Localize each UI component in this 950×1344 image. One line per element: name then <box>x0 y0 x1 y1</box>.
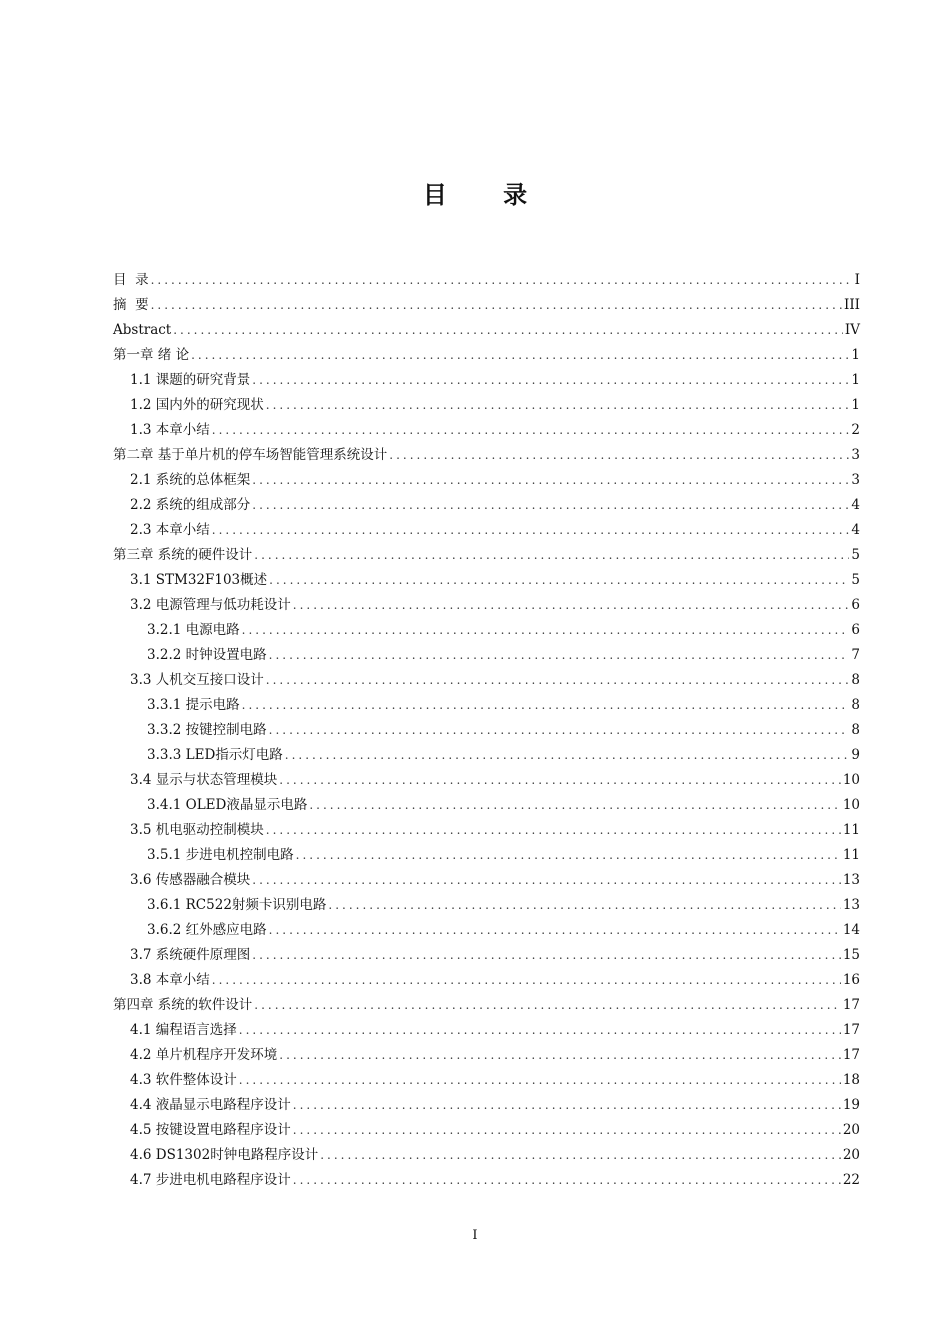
toc-entry-page: 13 <box>842 872 860 888</box>
toc-leader-dots <box>254 993 841 1018</box>
toc-entry[interactable] <box>113 318 860 343</box>
toc-leader-dots <box>252 943 841 968</box>
toc-entry-label: 第四章 系统的软件设计 <box>113 997 253 1013</box>
toc-entry[interactable] <box>113 843 860 868</box>
toc-entry-page: 6 <box>851 622 860 638</box>
toc-entry-label: 3.6 传感器融合模块 <box>130 872 251 888</box>
toc-leader-dots <box>254 543 849 568</box>
toc-entry-page: III <box>844 297 860 313</box>
toc-entry-page: 4 <box>851 497 860 513</box>
toc-leader-dots <box>252 868 841 893</box>
toc-entry-page: 8 <box>851 722 860 738</box>
toc-entry-page: 11 <box>842 847 860 863</box>
toc-leader-dots <box>151 268 853 293</box>
toc-entry-page: 3 <box>851 447 860 463</box>
page-number: I <box>472 1228 478 1243</box>
toc-entry-page: 7 <box>851 647 860 663</box>
toc-leader-dots <box>252 368 849 393</box>
toc-entry[interactable] <box>113 968 860 993</box>
toc-leader-dots <box>173 318 843 343</box>
toc-leader-dots <box>269 643 850 668</box>
toc-entry-label: 3.3.1 提示电路 <box>147 697 240 713</box>
toc-leader-dots <box>389 443 849 468</box>
toc-entry-page: 10 <box>842 772 860 788</box>
toc-leader-dots <box>320 1143 841 1168</box>
toc-entry[interactable] <box>113 1143 860 1168</box>
toc-leader-dots <box>212 418 850 443</box>
toc-leader-dots <box>266 393 850 418</box>
toc-entry[interactable] <box>113 418 860 443</box>
toc-leader-dots <box>328 893 840 918</box>
toc-entry-page: 6 <box>851 597 860 613</box>
toc-entry-label: 4.2 单片机程序开发环境 <box>130 1047 278 1063</box>
page-title: 目 录 <box>422 180 552 209</box>
toc-entry-page: 17 <box>842 1022 860 1038</box>
toc-entry[interactable] <box>113 1168 860 1193</box>
toc-entry[interactable] <box>113 1118 860 1143</box>
toc-entry-page: 13 <box>842 897 860 913</box>
toc-entry[interactable] <box>113 818 860 843</box>
toc-entry[interactable] <box>113 668 860 693</box>
toc-leader-dots <box>239 1018 841 1043</box>
toc-entry[interactable] <box>113 918 860 943</box>
toc-leader-dots <box>242 618 850 643</box>
toc-entry-page: 11 <box>842 822 860 838</box>
toc-entry[interactable] <box>113 268 860 293</box>
toc-entry[interactable] <box>113 543 860 568</box>
toc-entry-label: 4.1 编程语言选择 <box>130 1022 237 1038</box>
toc-entry-page: 5 <box>851 572 860 588</box>
toc-entry[interactable] <box>113 1068 860 1093</box>
toc-entry-page: 8 <box>851 672 860 688</box>
toc-entry[interactable] <box>113 1093 860 1118</box>
toc-entry-page: 14 <box>842 922 860 938</box>
toc-entry-label: 3.4 显示与状态管理模块 <box>130 772 278 788</box>
toc-leader-dots <box>293 1168 841 1193</box>
toc-entry-page: 1 <box>851 372 860 388</box>
toc-entry-page: IV <box>844 322 860 338</box>
toc-entry-label: 3.7 系统硬件原理图 <box>130 947 251 963</box>
toc-entry[interactable] <box>113 743 860 768</box>
toc-leader-dots <box>279 768 841 793</box>
toc-entry-page: 8 <box>851 697 860 713</box>
toc-entry-label: 目 录 <box>113 272 149 288</box>
toc-entry-label: 3.1 STM32F103概述 <box>130 572 268 588</box>
toc-entry[interactable] <box>113 593 860 618</box>
toc-entry[interactable] <box>113 368 860 393</box>
toc-entry-label: 4.5 按键设置电路程序设计 <box>130 1122 291 1138</box>
toc-entry-label: 3.3.3 LED指示灯电路 <box>147 747 283 763</box>
toc-entry[interactable] <box>113 443 860 468</box>
toc-entry-label: 3.3.2 按键控制电路 <box>147 722 267 738</box>
toc-entry[interactable] <box>113 768 860 793</box>
toc-entry[interactable] <box>113 1018 860 1043</box>
toc-leader-dots <box>212 968 841 993</box>
toc-entry[interactable] <box>113 893 860 918</box>
toc-entry[interactable] <box>113 1043 860 1068</box>
toc-entry-page: 16 <box>842 972 860 988</box>
toc-entry-label: 第二章 基于单片机的停车场智能管理系统设计 <box>113 447 388 463</box>
toc-entry-page: 1 <box>851 347 860 363</box>
toc-entry[interactable] <box>113 793 860 818</box>
toc-leader-dots <box>293 593 850 618</box>
toc-entry-label: 4.6 DS1302时钟电路程序设计 <box>130 1147 319 1163</box>
toc-entry[interactable] <box>113 343 860 368</box>
toc-entry[interactable] <box>113 718 860 743</box>
toc-entry[interactable] <box>113 643 860 668</box>
toc-entry-label: 3.3 人机交互接口设计 <box>130 672 264 688</box>
toc-leader-dots <box>285 743 850 768</box>
toc-entry-label: 1.3 本章小结 <box>130 422 210 438</box>
toc-entry-label: 4.4 液晶显示电路程序设计 <box>130 1097 291 1113</box>
toc-entry-label: 3.2.2 时钟设置电路 <box>147 647 267 663</box>
toc-leader-dots <box>293 1093 841 1118</box>
toc-entry[interactable] <box>113 618 860 643</box>
toc-entry[interactable] <box>113 468 860 493</box>
toc-leader-dots <box>269 718 850 743</box>
toc-entry-page: 22 <box>842 1172 860 1188</box>
toc-leader-dots <box>212 518 850 543</box>
toc-entry[interactable] <box>113 993 860 1018</box>
toc-entry[interactable] <box>113 693 860 718</box>
toc-entry-label: 2.3 本章小结 <box>130 522 210 538</box>
toc-entry[interactable] <box>113 568 860 593</box>
toc-entry-page: 4 <box>851 522 860 538</box>
toc-entry-page: 17 <box>842 997 860 1013</box>
toc-entry-page: 2 <box>851 422 860 438</box>
toc-leader-dots <box>242 693 850 718</box>
toc-entry[interactable] <box>113 293 860 318</box>
toc-entry[interactable] <box>113 518 860 543</box>
toc-entry-label: 3.8 本章小结 <box>130 972 210 988</box>
toc-leader-dots <box>252 468 849 493</box>
toc-leader-dots <box>239 1068 841 1093</box>
toc-entry-page: 18 <box>842 1072 860 1088</box>
toc-entry[interactable] <box>113 868 860 893</box>
toc-entry-label: 1.2 国内外的研究现状 <box>130 397 264 413</box>
toc-entry-label: 4.7 步进电机电路程序设计 <box>130 1172 291 1188</box>
toc-entry-label: 1.1 课题的研究背景 <box>130 372 251 388</box>
toc-leader-dots <box>293 1118 841 1143</box>
table-of-contents <box>113 268 860 1193</box>
toc-entry-label: 2.2 系统的组成部分 <box>130 497 251 513</box>
toc-entry[interactable] <box>113 493 860 518</box>
toc-entry-page: 20 <box>842 1122 860 1138</box>
toc-leader-dots <box>309 793 840 818</box>
toc-entry-label: 第三章 系统的硬件设计 <box>113 547 253 563</box>
toc-entry[interactable] <box>113 943 860 968</box>
toc-entry-label: 摘 要 <box>113 297 149 313</box>
toc-leader-dots <box>266 668 850 693</box>
toc-entry-page: 5 <box>851 547 860 563</box>
toc-entry[interactable] <box>113 393 860 418</box>
toc-leader-dots <box>279 1043 841 1068</box>
toc-leader-dots <box>151 293 842 318</box>
toc-entry-label: 3.4.1 OLED液晶显示电路 <box>147 797 308 813</box>
toc-leader-dots <box>269 568 849 593</box>
toc-entry-label: 3.6.2 红外感应电路 <box>147 922 267 938</box>
toc-entry-label: 3.5.1 步进电机控制电路 <box>147 847 294 863</box>
toc-entry-page: 3 <box>851 472 860 488</box>
toc-entry-label: Abstract <box>113 322 172 338</box>
toc-entry-page: 1 <box>851 397 860 413</box>
toc-entry-label: 3.2.1 电源电路 <box>147 622 240 638</box>
toc-entry-label: 3.6.1 RC522射频卡识别电路 <box>147 897 327 913</box>
toc-entry-page: 19 <box>842 1097 860 1113</box>
toc-entry-label: 3.2 电源管理与低功耗设计 <box>130 597 291 613</box>
toc-entry-label: 2.1 系统的总体框架 <box>130 472 251 488</box>
toc-leader-dots <box>269 918 841 943</box>
toc-entry-page: 15 <box>842 947 860 963</box>
toc-entry-label: 3.5 机电驱动控制模块 <box>130 822 264 838</box>
toc-entry-page: 9 <box>851 747 860 763</box>
toc-leader-dots <box>191 343 849 368</box>
toc-entry-page: 17 <box>842 1047 860 1063</box>
toc-entry-page: 20 <box>842 1147 860 1163</box>
toc-entry-label: 第一章 绪 论 <box>113 347 190 363</box>
toc-leader-dots <box>296 843 841 868</box>
toc-entry-page: I <box>854 272 860 288</box>
toc-entry-label: 4.3 软件整体设计 <box>130 1072 237 1088</box>
toc-leader-dots <box>252 493 849 518</box>
toc-entry-page: 10 <box>842 797 860 813</box>
toc-leader-dots <box>266 818 841 843</box>
